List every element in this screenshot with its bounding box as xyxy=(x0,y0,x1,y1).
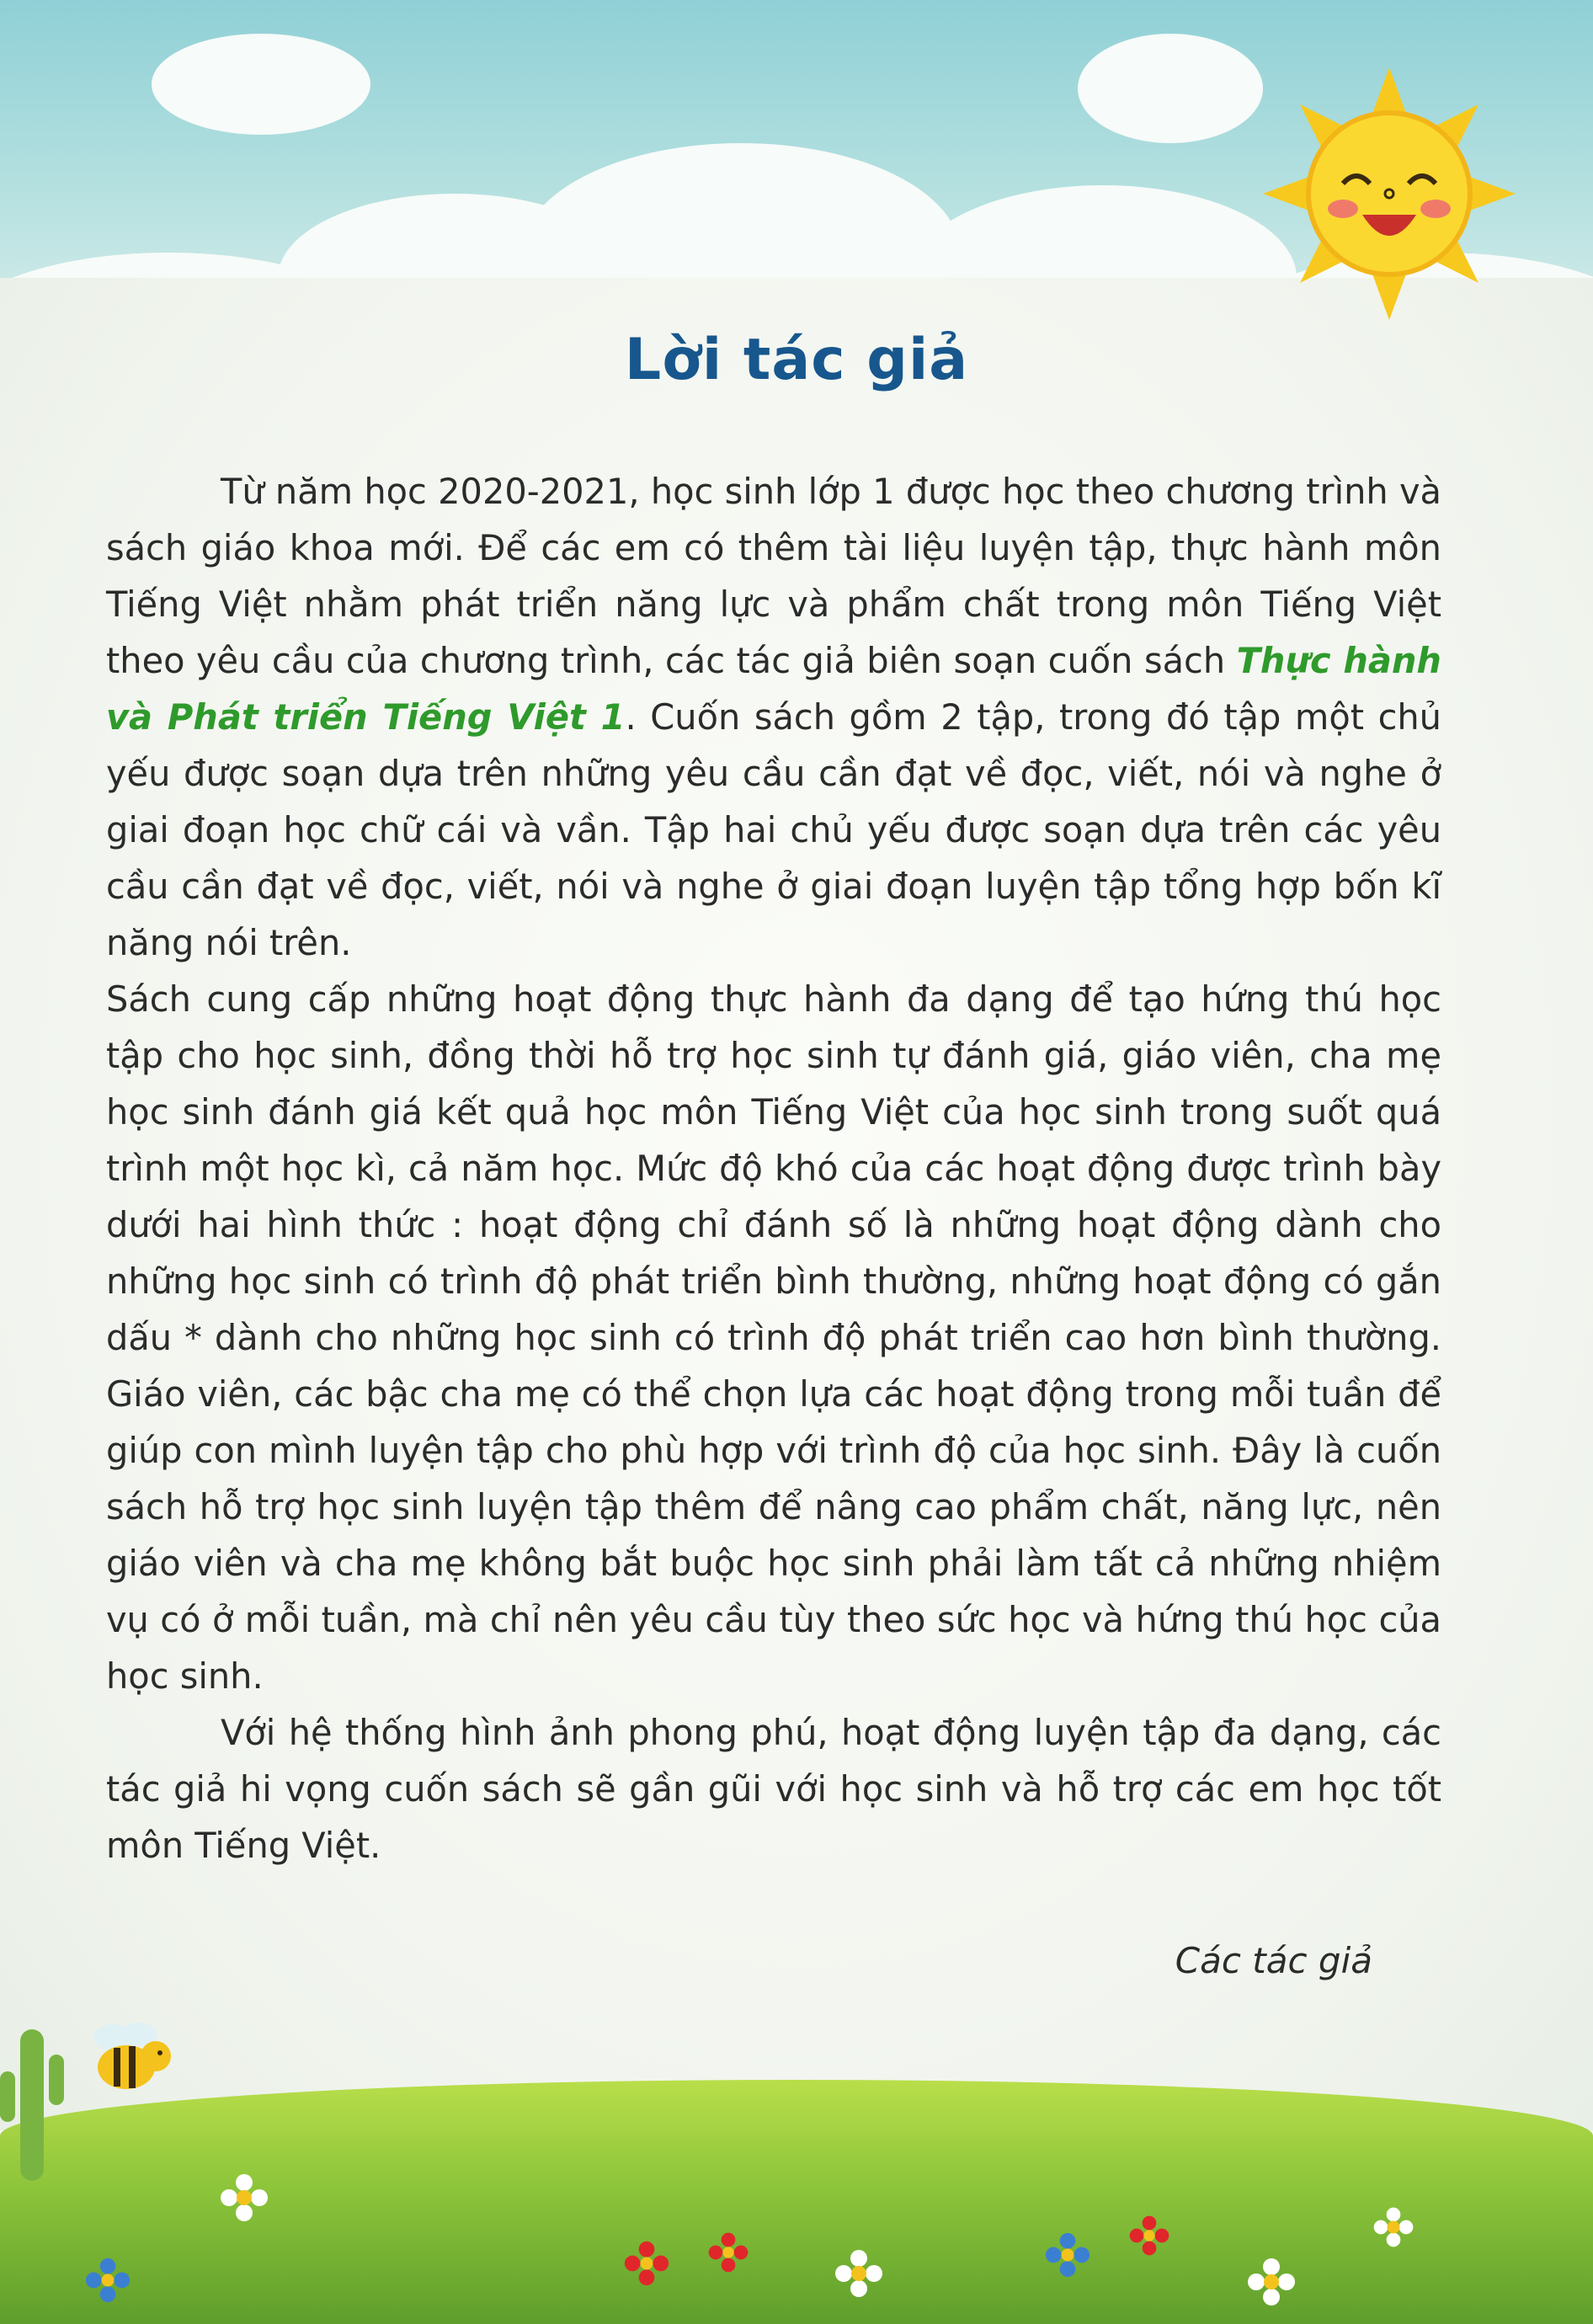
flower-icon xyxy=(1246,2257,1297,2307)
paragraph-intro xyxy=(106,463,1441,971)
flower-icon xyxy=(219,2172,269,2223)
book-title: Thực hành và Phát triển Tiếng Việt 1 xyxy=(106,640,1441,738)
sun-icon xyxy=(1263,67,1516,320)
paragraph-closing: Với hệ thống hình ảnh phong phú, hoạt động luyện tập đa dạng, các tác giả hi vọng cuốn sách sẽ gần gũi với học sinh và hỗ trợ các em học tốt môn Tiếng Việt. xyxy=(106,1712,1441,1866)
preface-body xyxy=(106,463,1441,1874)
flower-icon xyxy=(623,2240,670,2287)
signature: Các tác giả xyxy=(1175,1940,1372,1981)
paragraph-intro-text: Từ năm học 2020-2021, học sinh lớp 1 được học theo chương trình và sách giáo khoa mới. Để các em có thêm tài liệu luyện tập, thực hành môn Tiếng Việt nhằm phát triển năng lực và phẩm chất trong môn Tiếng Việt theo yêu cầu của chương trình, các tác giả biên soạn cuốn sách xyxy=(106,471,1441,681)
bee-icon xyxy=(80,2012,181,2105)
cloud-icon xyxy=(152,34,370,135)
flower-icon xyxy=(1044,2231,1091,2279)
flower-icon xyxy=(1372,2206,1415,2248)
flower-icon xyxy=(834,2248,884,2299)
page-title: Lời tác giả xyxy=(624,327,969,393)
cactus-icon xyxy=(0,2012,67,2181)
flower-icon xyxy=(1128,2215,1170,2257)
cloud-icon xyxy=(1078,34,1263,143)
flower-icon xyxy=(84,2257,131,2304)
paragraph-intro-text-end: . Cuốn sách gồm 2 tập, trong đó tập một chủ yếu được soạn dựa trên những yêu cầu cần đạt về đọc, viết, nói và nghe ở giai đoạn học chữ cái và vần. Tập hai chủ yếu được soạn dựa trên các yêu cầu cần đạt về đọc, viết, nói và nghe ở giai đoạn luyện tập tổng hợp bốn kĩ năng nói trên. xyxy=(106,696,1441,963)
flower-icon xyxy=(707,2231,749,2273)
paragraph-activities: Sách cung cấp những hoạt động thực hành đa dạng để tạo hứng thú học tập cho học sinh, đồng thời hỗ trợ học sinh tự đánh giá, giáo viên, cha mẹ học sinh đánh giá kết quả học môn Tiếng Việt của học sinh trong suốt quá trình một học kì, cả năm học. Mức độ khó của các hoạt động được trình bày dưới hai hình thức : hoạt động chỉ đánh số là những hoạt động dành cho những học sinh có trình độ phát triển bình thường, những hoạt động có gắn dấu * dành cho những học sinh có trình độ phát triển cao hơn bình thường. Giáo viên, các bậc cha mẹ có thể chọn lựa các hoạt động trong mỗi tuần để giúp con mình luyện tập cho phù hợp với trình độ của học sinh. Đây là cuốn sách hỗ trợ học sinh luyện tập thêm để nâng cao phẩm chất, năng lực, nên giáo viên và cha mẹ không bắt buộc học sinh phải làm tất cả những nhiệm vụ có ở mỗi tuần, mà chỉ nên yêu cầu tùy theo sức học và hứng thú học của học sinh. xyxy=(106,978,1441,1697)
